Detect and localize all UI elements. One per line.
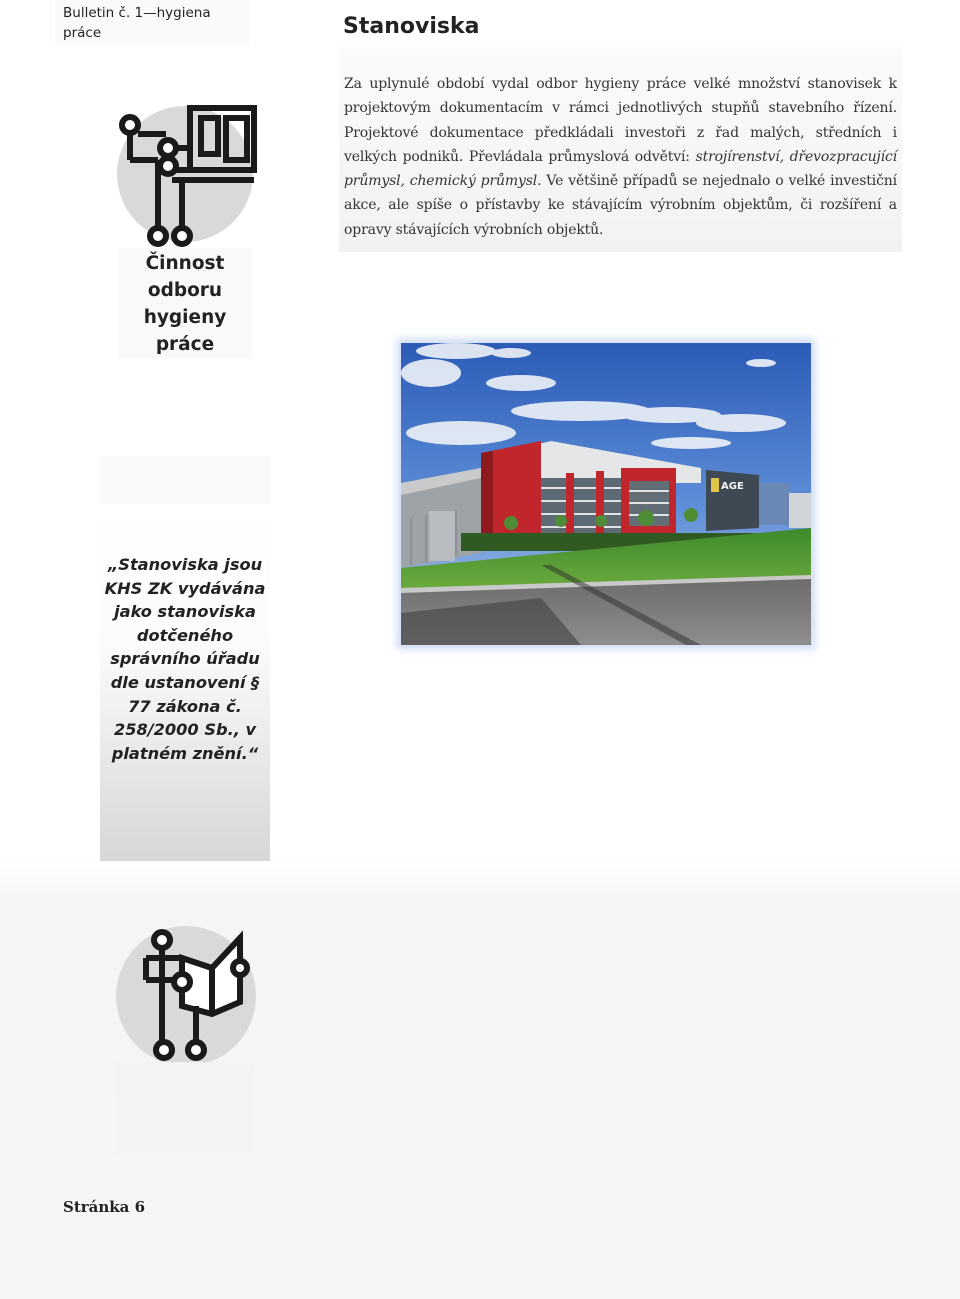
building-sign: AGE bbox=[721, 481, 744, 492]
body-paragraph bbox=[344, 72, 897, 242]
page-title: Stanoviska bbox=[343, 14, 480, 39]
body-paragraph-part1: Za uplynulé období vydal odbor hygieny práce velké množství stanovisek k projektovým dokumentacím v rámci jednotlivých stupňů stavebního řízení. Projektové dokumentace předkládali investoři z řad malých, středních i velkých podniků. Převládala průmyslová odvětví: bbox=[344, 76, 897, 165]
building-photo bbox=[401, 343, 811, 645]
circuit-document-icon bbox=[112, 102, 260, 250]
page-number: Stránka 6 bbox=[63, 1198, 146, 1216]
body-paragraph-part2: . Ve většině případů se nejednalo o velké investiční akce, ale spíše o přístavby ke stávajícím výrobním objektům, či rozšíření a opravy stávajících výrobních objektů. bbox=[344, 173, 897, 238]
circuit-map-icon bbox=[112, 922, 260, 1070]
decorative-block bbox=[116, 1062, 254, 1154]
running-header bbox=[55, 0, 250, 44]
running-title: Bulletin č. 1—hygiena práce bbox=[63, 5, 211, 41]
section-label: Činnost odboru hygieny práce bbox=[143, 253, 227, 355]
quote-top-background bbox=[100, 456, 270, 504]
pull-quote: „Stanoviska jsou KHS ZK vydávána jako stanoviska dotčeného správního úřadu dle ustanovení § 77 zákona č. 258/2000 Sb., v platném znění.“ bbox=[104, 555, 266, 763]
body-paragraph-emphasis: strojírenství, dřevozpracující průmysl, chemický průmysl bbox=[344, 148, 897, 190]
